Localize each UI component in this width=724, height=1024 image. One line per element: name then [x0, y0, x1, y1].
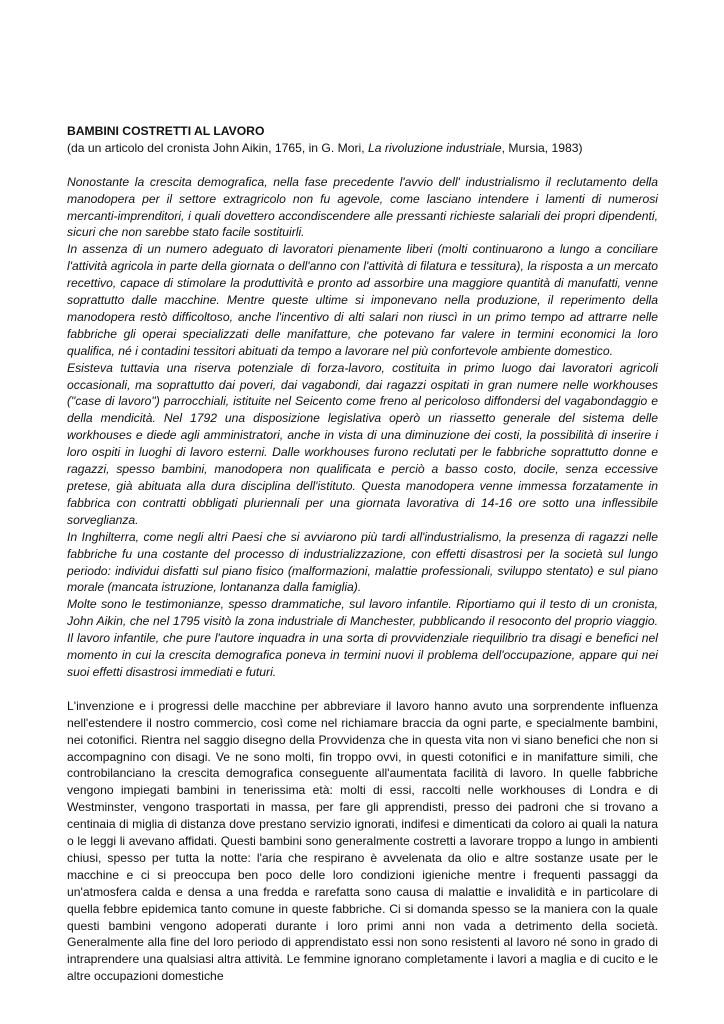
intro-paragraph: Esisteva tuttavia una riserva potenziale di forza-lavoro, costituita in primo luogo dai lavoratori agricoli occasionali, ma soprattutto dai poveri, dai vagabondi, dai ragazzi ospitati in gran numere nelle workhouses ("case di lavoro") parrocchiali, istituite nel Seicento come freno al pericoloso diffondersi del vagabondaggio e della mendicità. Nel 1792 una disposizione legislativa operò un riassetto generale del sistema delle workhouses e diede agli amministratori, anche in vista di una diminuzione dei costi, la possibilità di inserire i loro ospiti in luoghi di lavoro esterni. Dalle workhouses furono reclutati per le fabbriche soprattutto donne e ragazzi, spesso bambini, manodopera non qualificata e perciò a basso costo, docile, senza eccessive pretese, già abituata alla dura disciplina dell'istituto. Questa manodopera venne immessa forzatamente in fabbrica con contratti obbligati pluriennali per una giornata lavorativa di 14-16 ore sotto una inflessibile sorveglianza. — [67, 360, 658, 527]
intro-paragraph: In Inghilterra, come negli altri Paesi che si avviarono più tardi all'industrialismo, la presenza di ragazzi nelle fabbriche fu una costante del processo di industrializzazione, con effetti disastrosi per la società sul lungo periodo: individui disfatti sul piano fisico (malformazioni, malattie professionali, sviluppo stentato) e sul piano morale (mancata istruzione, lontananza dalla famiglia). — [67, 529, 658, 595]
source-book-title: La rivoluzione industriale — [367, 140, 502, 155]
intro-paragraph: Molte sono le testimonianze, spesso drammatiche, sul lavoro infantile. Riportiamo qui il testo di un cronista, John Aikin, che nel 1795 visitò la zona industriale di Manchester, pubblicando il resoconto del proprio viaggio. Il lavoro infantile, che pure l'autore inquadra in una sorta di provvidenziale riequilibrio tra disagi e benefici nel momento in cui la crescita demografica poneva in termini nuovi il problema dell'occupazione, appare qui nei suoi effetti disastrosi immediati e futuri. — [67, 597, 658, 679]
source-prefix: (da un articolo del cronista John Aikin, 1765, in G. Mori, — [67, 140, 368, 155]
source-suffix: , Mursia, 1983) — [501, 140, 583, 155]
intro-paragraph: Nonostante la crescita demografica, nella fase precedente l'avvio dell' industrialismo il reclutamento della manodopera per il settore extragricolo non fu agevole, come lasciano intendere i lamenti di numerosi mercanti-imprenditori, i quali dovettero accondiscendere alle pressanti richieste salariali dei propri dipendenti, sicuri che non sarebbe stato facile sostituirli. — [67, 174, 658, 240]
document-page — [67, 123, 658, 985]
body-paragraph: L'invenzione e i progressi delle macchine per abbreviare il lavoro hanno avuto una sorprendente influenza nell'estendere il nostro commercio, così come nel richiamare braccia da ogni parte, e specialmente bambini, nei cotonifici. Rientra nel saggio disegno della Provvidenza che in questa vita non vi siano benefici che non si accompagnino con disagi. Ve ne sono molti, fin troppo ovvi, in questi cotonifici e in manifatture simili, che controbilanciano la crescita demografica conseguente all'aumentata facilità di lavoro. In quelle fabbriche vengono impiegati bambini in tenerissima età: molti di essi, raccolti nelle workhouses di Londra e di Westminster, vengono trasportati in massa, per fare gli apprendisti, presso dei padroni che si trovano a centinaia di miglia di distanza dove prestano servizio ignorati, indifesi e dimenticati da coloro ai quali la natura o le leggi li avevano affidati. Questi bambini sono generalmente costretti a lavorare troppo a lungo in ambienti chiusi, spesso per tutta la notte: l'aria che respirano è avvelenata da olio e altre sostanze usate per le macchine e ci si preoccupa ben poco delle loro condizioni igieniche mentre i frequenti passaggi da un'atmosfera calda e densa a una fredda e rarefatta sono causa di malattie e invalidità e in particolare di quella febbre epidemica tanto comune in queste fabbriche. Ci si domanda spesso se la maniera con la quale questi bambini vengono adoperati durante i loro primi anni non vada a detrimento della società. Generalmente alla fine del loro periodo di apprendistato essi non sono resistenti al lavoro né sono in grado di intraprendere una qualsiasi altra attività. Le femmine ignorano completamente i lavori a maglia e di cucito e le altre occupazioni domestiche — [67, 698, 658, 984]
source-citation — [67, 140, 658, 157]
intro-paragraph: In assenza di un numero adeguato di lavoratori pienamente liberi (molti continuarono a lungo a conciliare l'attività agricola in parte della giornata o dell'anno con l'attività di filatura e tessitura), la risposta a un mercato recettivo, capace di stimolare la produttività e pronto ad assorbire una maggiore quantità di manufatti, venne soprattutto dalle macchine. Mentre queste ultime si imponevano nella produzione, il reperimento della manodopera restò difficoltoso, anche l'incentivo di alti salari non riuscì in un primo tempo ad attrarre nelle fabbriche gli operai specializzati delle manifatture, che potevano far valere in termini economici la loro qualifica, né i contadini tessitori abituati da tempo a lavorare nel più confortevole ambiente domestico. — [67, 242, 658, 358]
article-body — [67, 698, 658, 985]
introduction — [67, 174, 658, 681]
document-title: BAMBINI COSTRETTI AL LAVORO — [67, 124, 265, 138]
